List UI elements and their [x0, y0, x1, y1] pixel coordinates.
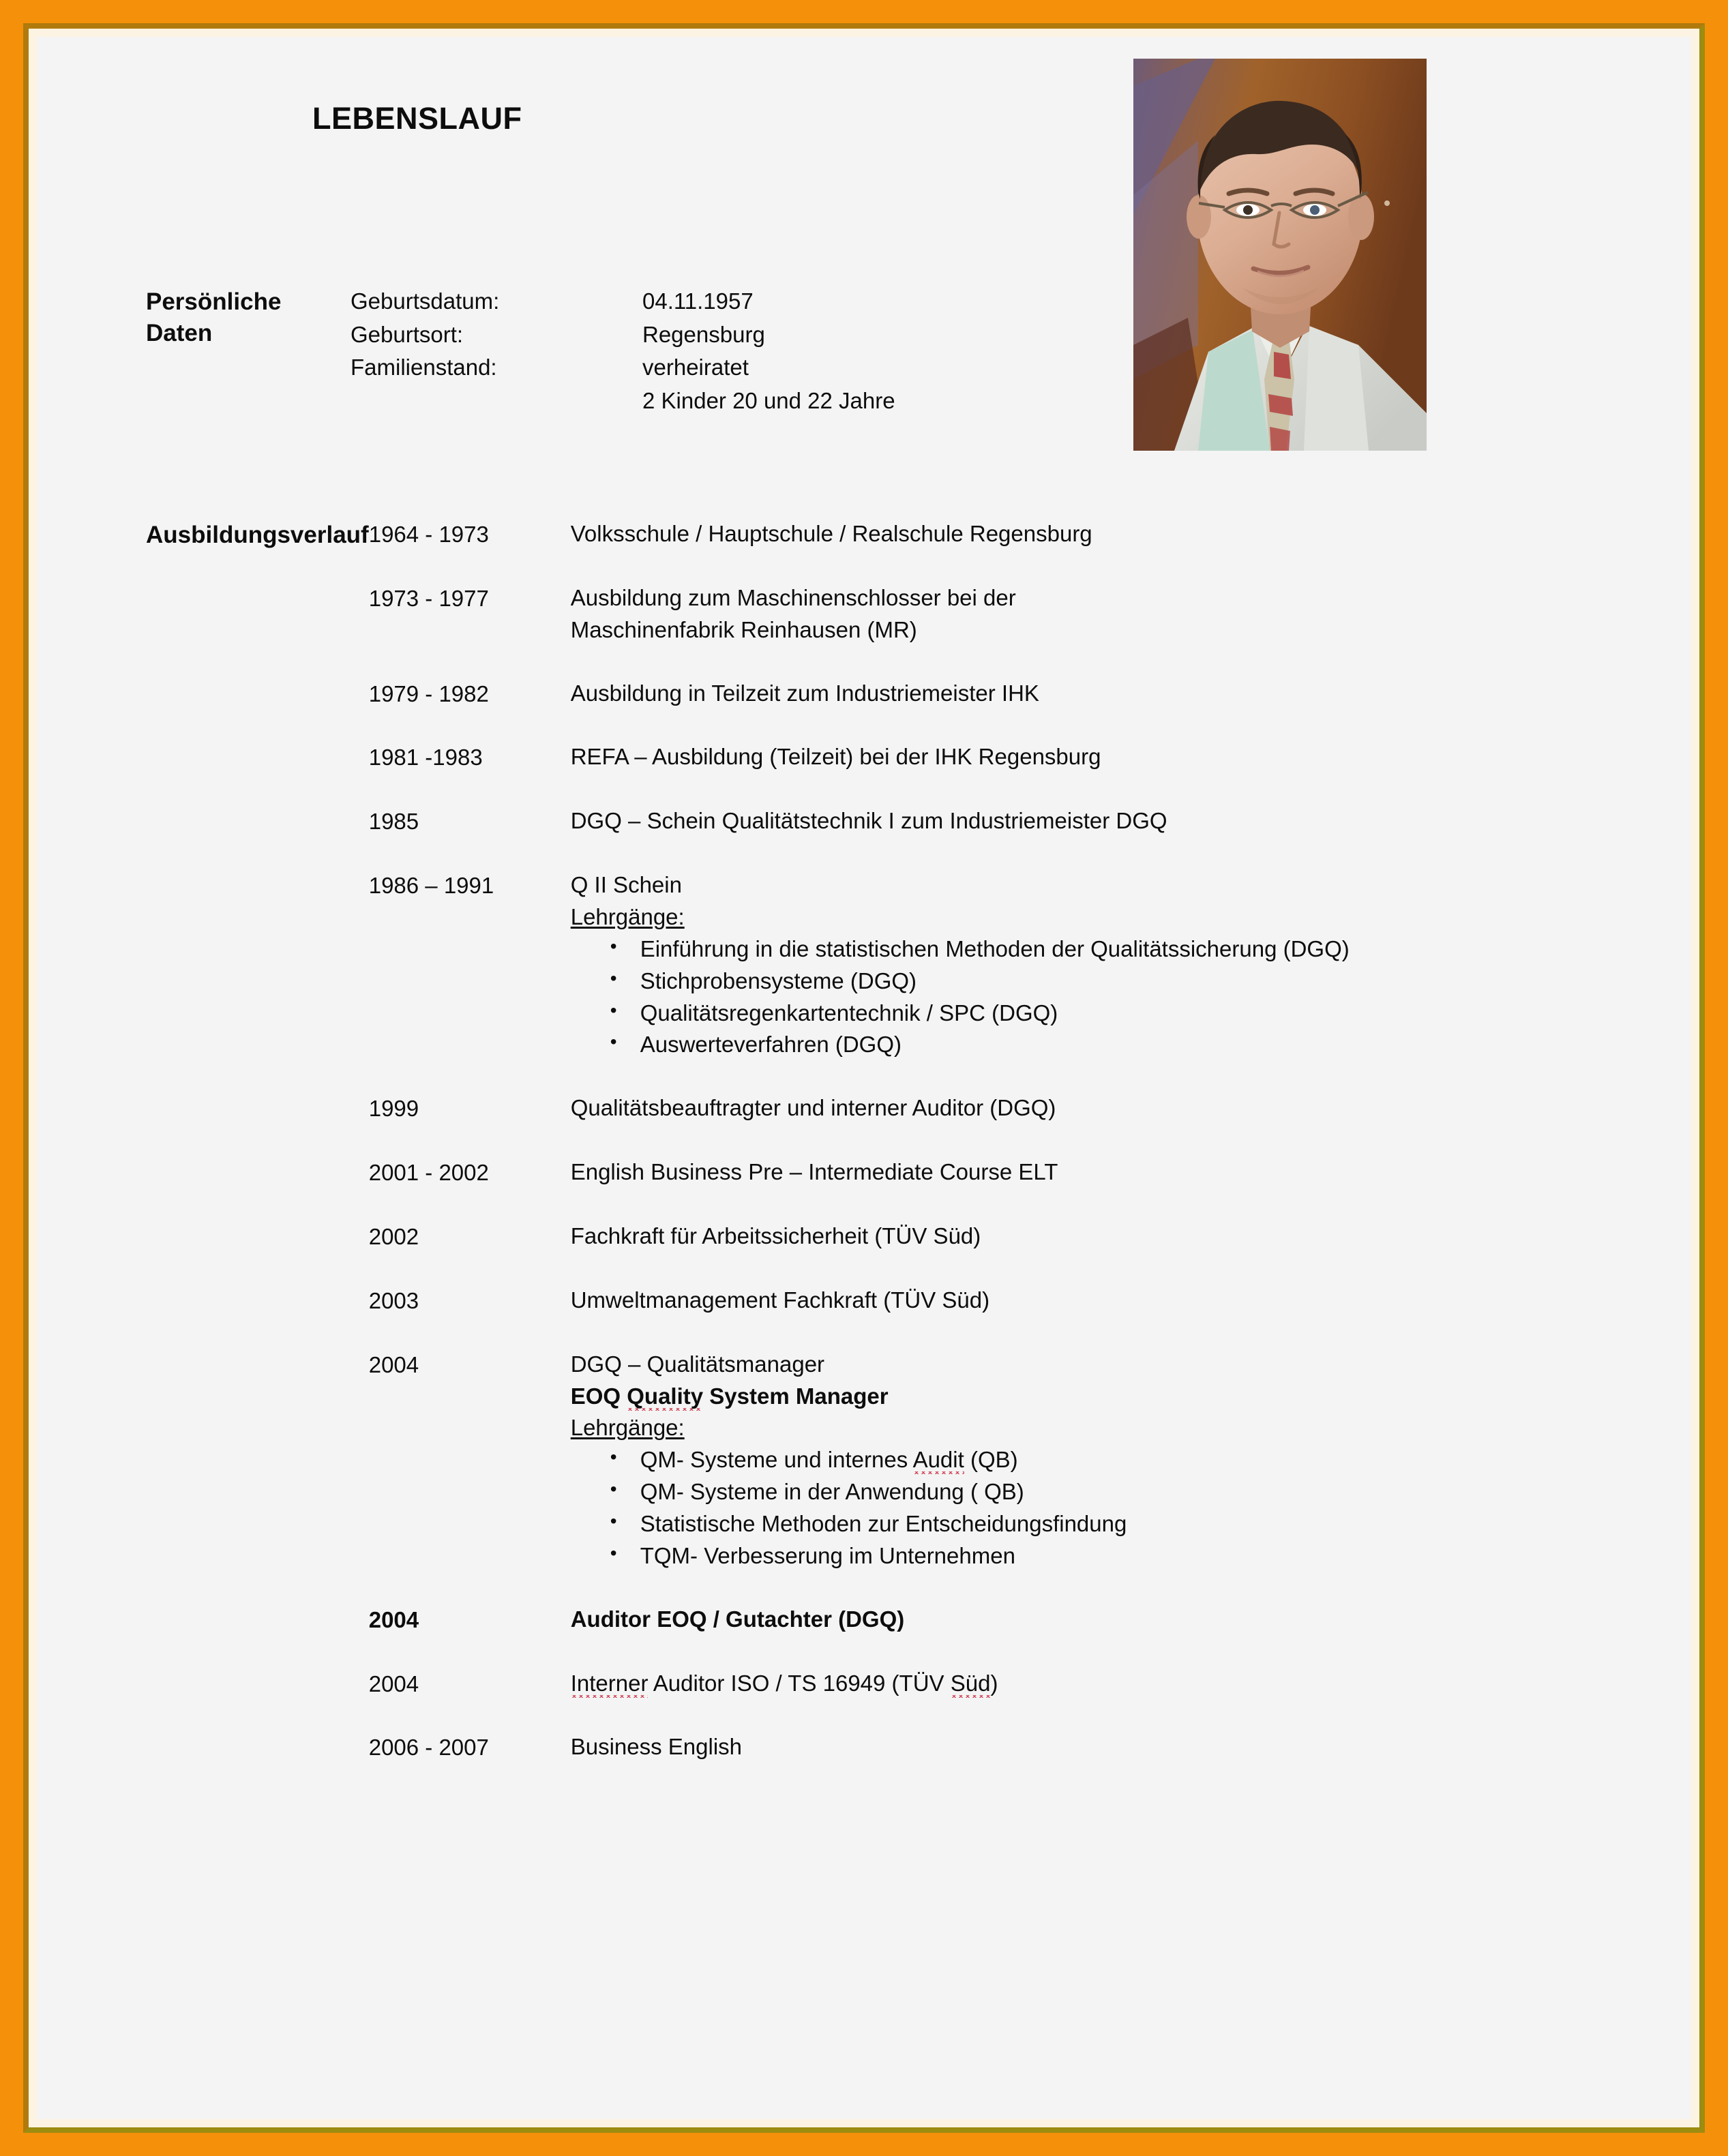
education-row-years: 1981 -1983	[368, 745, 483, 770]
education-body	[369, 518, 1650, 1764]
personal-data-key: Geburtsort:	[351, 321, 464, 347]
education-sub-heading-text: Lehrgänge:	[570, 1415, 685, 1441]
education-row-description	[571, 741, 1650, 773]
education-sub-heading	[571, 1412, 1650, 1444]
education-row-years: 1999	[368, 1096, 419, 1122]
education-row-description	[571, 678, 1650, 710]
personal-data-value: 2 Kinder 20 und 22 Jahre	[642, 387, 895, 413]
education-row	[369, 1156, 1650, 1189]
education-row-years: 2001 - 2002	[368, 1160, 489, 1186]
education-bullet-item: • Stichprobensysteme (DGQ)	[606, 965, 1650, 998]
personal-data-table	[351, 285, 1650, 417]
education-row-description	[571, 805, 1650, 837]
education-row-years: 2004	[368, 1351, 419, 1377]
personal-data-value: Regensburg	[642, 321, 765, 347]
education-bullet-item: • QM- Systeme und internes Audit (QB)	[606, 1444, 1650, 1476]
education-row	[369, 518, 1650, 551]
education-row-description	[571, 1604, 1650, 1636]
education-row-years: 2003	[368, 1287, 419, 1313]
education-bullet-item: • Einführung in die statistischen Methoden der Qualitätssicherung (DGQ)	[606, 933, 1650, 965]
education-row	[369, 1668, 1650, 1701]
education-bullet-item: • Qualitätsregenkartentechnik / SPC (DGQ)	[606, 998, 1650, 1030]
education-row-years: 1973 - 1977	[368, 585, 489, 611]
education-row-description	[571, 518, 1650, 550]
education-row	[369, 678, 1650, 710]
education-bullet-item: • TQM- Verbesserung im Unternehmen	[606, 1540, 1650, 1572]
education-row	[369, 805, 1650, 838]
education-bullet-item: • Statistische Methoden zur Entscheidungsfindung	[606, 1508, 1650, 1540]
personal-data-keys	[351, 285, 642, 417]
education-row-line: Ausbildung in Teilzeit zum Industriemeister IHK	[570, 680, 1039, 706]
education-row-line: Maschinenfabrik Reinhausen (MR)	[570, 616, 917, 642]
education-sub-heading	[571, 901, 1650, 933]
education-bullet-list	[571, 933, 1650, 1061]
education-row-line: Interner Auditor ISO / TS 16949 (TÜV Süd)	[571, 1668, 1650, 1700]
education-row-description	[571, 1731, 1650, 1763]
personal-data-value: 04.11.1957	[642, 288, 754, 314]
education-row-description	[571, 1285, 1650, 1317]
education-row-years: 2004	[368, 1606, 419, 1632]
education-row	[369, 582, 1650, 646]
education-row	[369, 869, 1650, 1061]
education-row-years: 1986 – 1991	[368, 873, 494, 899]
spellcheck-underline: Interner	[571, 1671, 649, 1698]
portrait-photo	[1133, 59, 1427, 451]
cv-document	[37, 37, 1691, 2119]
education-row-description	[571, 1668, 1650, 1700]
education-row	[369, 1221, 1650, 1253]
education-row-description	[571, 582, 1650, 646]
education-row-list	[369, 518, 1650, 1764]
education-row-line: REFA – Ausbildung (Teilzeit) bei der IHK Regensburg	[570, 744, 1101, 770]
education-row-description	[571, 1349, 1650, 1572]
personal-data-key: Geburtsdatum:	[351, 288, 500, 314]
education-row-line: English Business Pre – Intermediate Course ELT	[570, 1159, 1058, 1185]
cv-page	[37, 37, 1691, 2119]
education-row	[369, 1349, 1650, 1572]
education-row-description	[571, 1156, 1650, 1188]
section-label-personal-data: Persönliche Daten	[146, 288, 282, 346]
education-row-line: Fachkraft für Arbeitssicherheit (TÜV Süd)	[570, 1223, 981, 1249]
education-row-line: Business English	[570, 1734, 743, 1760]
education-row-description	[571, 869, 1650, 1061]
spellcheck-underline: Audit	[913, 1447, 964, 1475]
education-row-years: 1964 - 1973	[368, 522, 489, 547]
education-bullet-list	[571, 1444, 1650, 1572]
page-title: LEBENSLAUF	[312, 101, 522, 136]
spellcheck-underline: Süd	[951, 1671, 991, 1698]
education-row-description	[571, 1092, 1650, 1124]
education-row	[369, 1604, 1650, 1636]
education-row-line: Ausbildung zum Maschinenschlosser bei der	[570, 584, 1016, 610]
portrait-photo-image	[1133, 59, 1427, 451]
education-row	[369, 1285, 1650, 1317]
education-row-line: Volksschule / Hauptschule / Realschule Regensburg	[570, 521, 1092, 546]
education-row	[369, 1731, 1650, 1764]
education-row-description	[571, 1221, 1650, 1253]
education-row-line: Q II Schein	[570, 872, 682, 898]
personal-data-key: Familienstand:	[351, 355, 497, 380]
education-row-years: 2002	[368, 1224, 419, 1250]
education-row-line: Auditor EOQ / Gutachter (DGQ)	[570, 1606, 905, 1632]
spellcheck-underline: Quality	[627, 1383, 703, 1411]
education-row-line: EOQ Quality System Manager	[571, 1381, 1650, 1413]
education-row	[369, 1092, 1650, 1125]
section-education	[146, 518, 1650, 1764]
section-label-education: Ausbildungsverlauf	[146, 522, 369, 548]
education-row	[369, 741, 1650, 774]
frame-inner-border	[23, 23, 1705, 2133]
education-row-years: 2004	[368, 1671, 419, 1696]
personal-data-value: verheiratet	[642, 355, 749, 380]
education-row-years: 1985	[368, 809, 419, 835]
personal-data-body	[351, 285, 1650, 417]
education-row-years: 2006 - 2007	[368, 1735, 489, 1761]
education-row-line: DGQ – Schein Qualitätstechnik I zum Industriemeister DGQ	[570, 808, 1167, 834]
education-row-line: Umweltmanagement Fachkraft (TÜV Süd)	[570, 1287, 990, 1313]
education-bullet-item: • Auswerteverfahren (DGQ)	[606, 1029, 1650, 1061]
education-bullet-item: • QM- Systeme in der Anwendung ( QB)	[606, 1476, 1650, 1508]
education-row-years: 1979 - 1982	[368, 680, 489, 706]
education-row-line: Qualitätsbeauftragter und interner Auditor (DGQ)	[570, 1095, 1056, 1121]
education-sub-heading-text: Lehrgänge:	[570, 904, 685, 930]
education-row-line: DGQ – Qualitätsmanager	[570, 1351, 825, 1377]
